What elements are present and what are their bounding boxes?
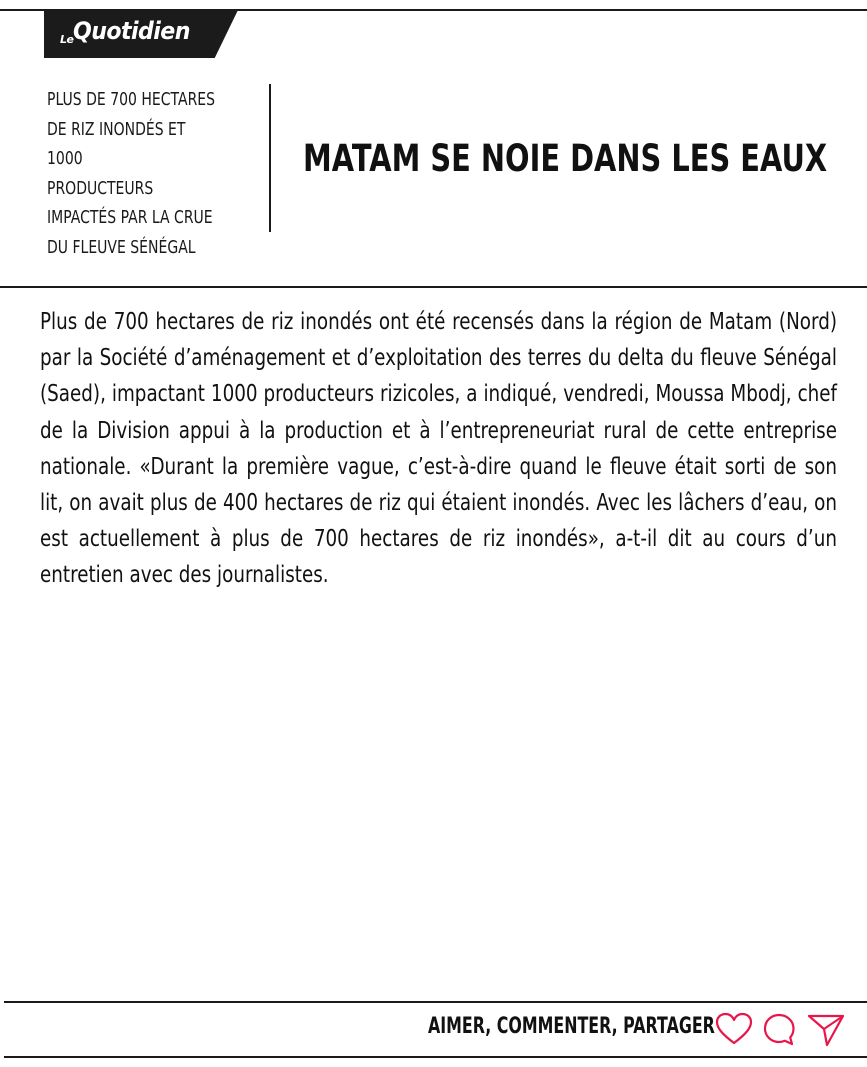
article-body: Plus de 700 hectares de riz inondés ont été recensés dans la région de Matam (Nord) par la Société d’aménagement et d’exploitation des terres du delta du fleuve Sénégal (Saed), impactant 1000 producteurs rizicoles, a indiqué, vendredi, Moussa Mbodj, chef de la Division appui à la production et à l’entrepreneuriat rural de cette entreprise nationale. «Durant la première vague, c’est-à-dire quand le fleuve était sorti de son lit, on avait plus de 400 hectares de riz qui étaient inondés. Avec les lâchers d’eau, on est actuellement à plus de 700 hectares de riz inondés», a-t-il dit au cours d’un entretien avec des journalistes. bbox=[40, 309, 837, 589]
header-rule bbox=[0, 286, 867, 288]
footer-rule-bottom bbox=[4, 1056, 867, 1058]
kicker-divider bbox=[269, 84, 271, 232]
heart-icon[interactable] bbox=[714, 1012, 754, 1046]
article-kicker: PLUS DE 700 HECTARES DE RIZ INONDÉS ET 1000 PRODUCTEURS IMPACTÉS PAR LA CRUE DU FLEUVE SÉNÉGAL bbox=[47, 90, 216, 258]
share-icon[interactable] bbox=[806, 1012, 846, 1048]
logo-name: Quotidien bbox=[73, 17, 190, 45]
comment-icon[interactable] bbox=[762, 1012, 798, 1048]
footer-cta: AIMER, COMMENTER, PARTAGER bbox=[428, 1014, 715, 1039]
logo-prefix: Le bbox=[60, 33, 74, 46]
footer-rule-top bbox=[4, 1001, 867, 1003]
article-headline: MATAM SE NOIE DANS LES EAUX bbox=[303, 137, 828, 180]
